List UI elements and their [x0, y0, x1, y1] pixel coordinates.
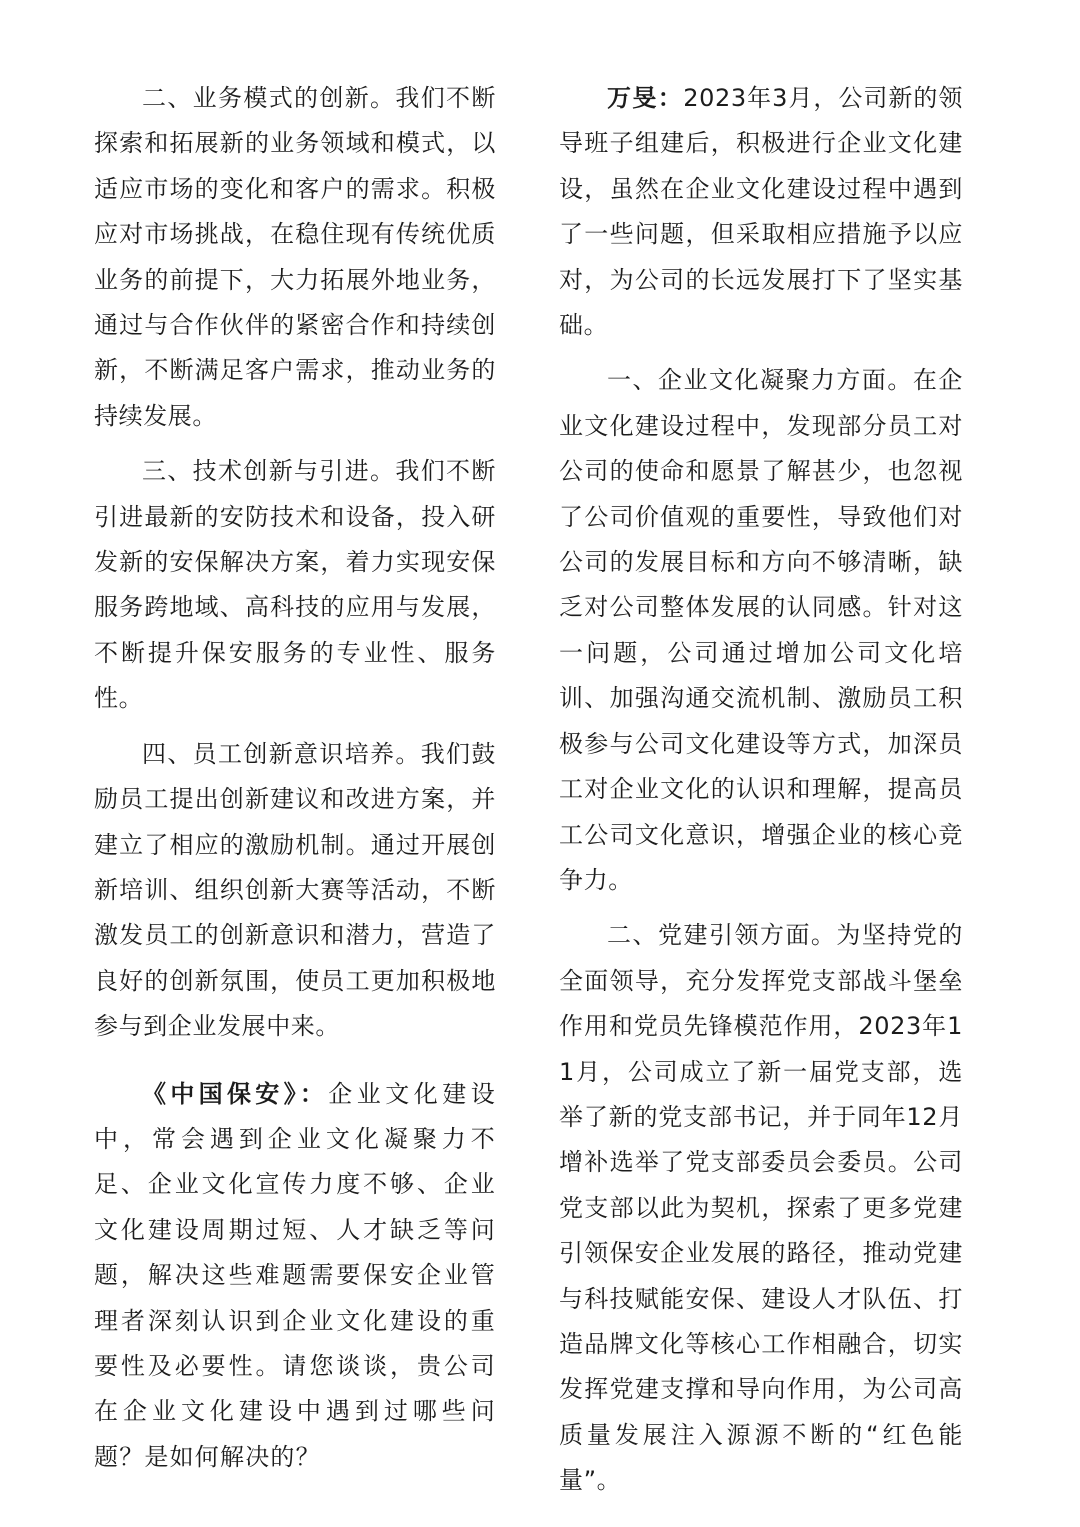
right-column: [559, 76, 963, 1514]
paragraph-technology-innovation: 三、技术创新与引进。我们不断引进最新的安防技术和设备，投入研发新的安保解决方案，着力实现安保服务跨地域、高科技的应用与发展，不断提升保安服务的专业性、服务性。: [94, 457, 496, 713]
answer-speaker: 万旻：: [607, 84, 684, 112]
interview-answer: [559, 76, 963, 348]
paragraph-party-building: 二、党建引领方面。为坚持党的全面领导，充分发挥党支部战斗堡垒作用和党员先锋模范作用，2023年11月，公司成立了新一届党支部，选举了新的党支部书记，并于同年12月增补选举了党支部委员会委员。公司党支部以此为契机，探索了更多党建引领保安企业发展的路径，推动党建与科技赋能安保、建设人才队伍、打造品牌文化等核心工作相融合，切实发挥党建支撑和导向作用，为公司高质量发展注入源源不断的“红色能量”。: [559, 921, 963, 1495]
question-text: 企业文化建设中，常会遇到企业文化凝聚力不足、企业文化宣传力度不够、企业文化建设周期过短、人才缺乏等问题，解决这些难题需要保安企业管理者深刻认识到企业文化建设的重要性及必要性。请您谈谈，贵公司在企业文化建设中遇到过哪些问题？是如何解决的？: [94, 1079, 497, 1471]
paragraph-employee-innovation: 四、员工创新意识培养。我们鼓励员工提出创新建议和改进方案，并建立了相应的激励机制。通过开展创新培训、组织创新大赛等活动，不断激发员工的创新意识和潜力，营造了良好的创新氛围，使员工更加积极地参与到企业发展中来。: [94, 739, 496, 1041]
left-column: [94, 76, 496, 1480]
interview-question: [94, 1072, 496, 1481]
paragraph-culture-cohesion: 一、企业文化凝聚力方面。在企业文化建设过程中，发现部分员工对公司的使命和愿景了解甚少，也忽视了公司价值观的重要性，导致他们对公司的发展目标和方向不够清晰，缺乏对公司整体发展的认同感。针对这一问题，公司通过增加公司文化培训、加强沟通交流机制、激励员工积极参与公司文化建设等方式，加深员工对企业文化的认识和理解，提高员工公司文化意识，增强企业的核心竞争力。: [559, 366, 963, 894]
question-speaker: 《中国保安》：: [142, 1079, 329, 1108]
paragraph-business-model: 二、业务模式的创新。我们不断探索和拓展新的业务领域和模式，以适应市场的变化和客户的需求。积极应对市场挑战，在稳住现有传统优质业务的前提下，大力拓展外地业务，通过与合作伙伴的紧密合作和持续创新，不断满足客户需求，推动业务的持续发展。: [94, 84, 496, 430]
answer-text: 2023年3月，公司新的领导班子组建后，积极进行企业文化建设，虽然在企业文化建设过程中遇到了一些问题，但采取相应措施予以应对，为公司的长远发展打下了坚实基础。: [559, 84, 963, 340]
